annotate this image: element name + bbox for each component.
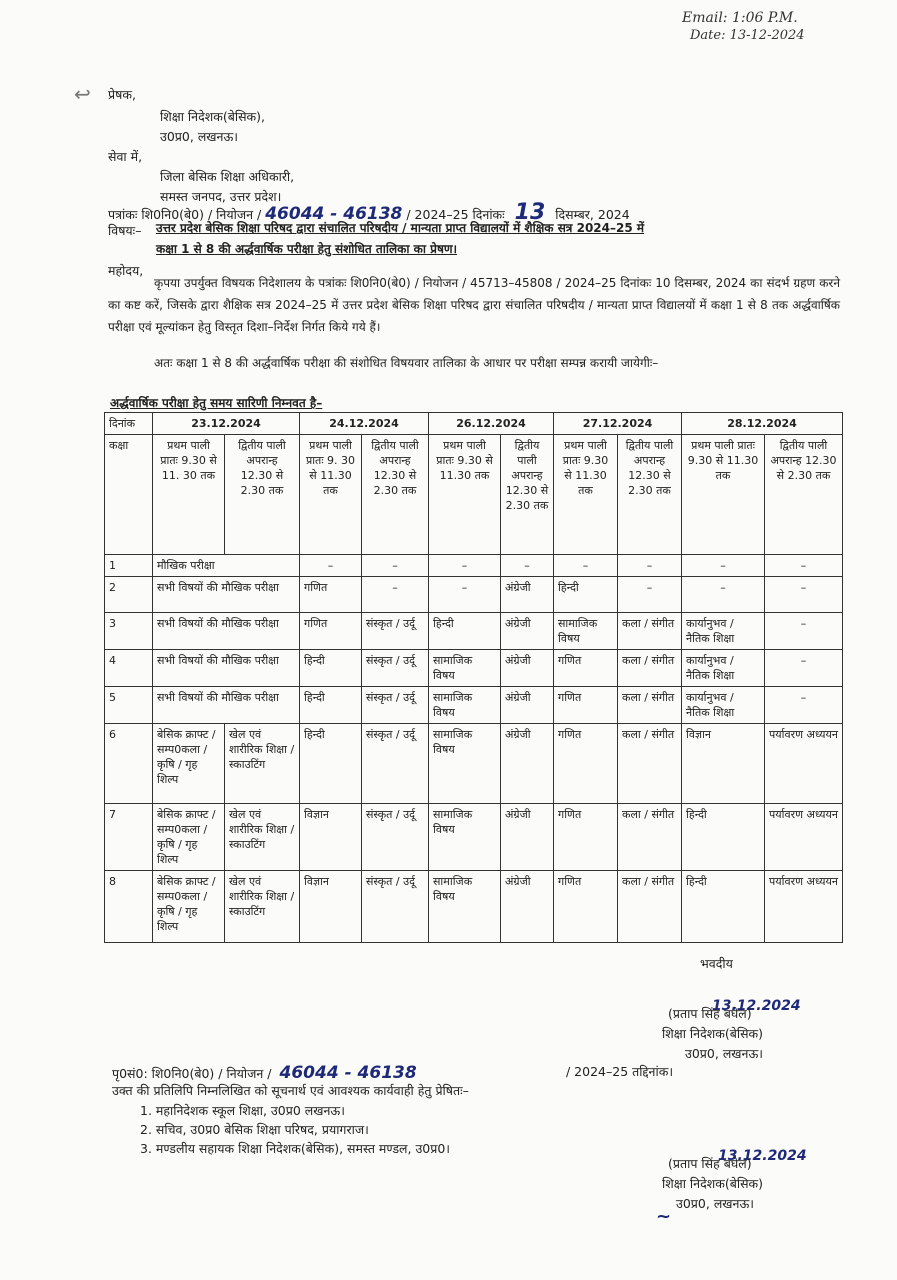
sender-line2: उ0प्र0, लखनऊ। — [160, 129, 239, 144]
subject-cell: विज्ञान — [300, 871, 362, 943]
shift-header: प्रथम पाली प्रातः 9.30 से 11.30 तक — [554, 435, 618, 555]
signatory-title-1: शिक्षा निदेशक(बेसिक) — [662, 1026, 764, 1041]
table-heading: अर्द्धवार्षिक परीक्षा हेतु समय सारिणी निम्नवत है– — [110, 396, 323, 410]
oral-exam-cell: सभी विषयों की मौखिक परीक्षा — [153, 613, 300, 650]
subject-cell: पर्यावरण अध्ययन — [765, 804, 843, 871]
subject-cell: – — [765, 613, 843, 650]
class-number: 1 — [105, 555, 153, 577]
subject-cell: – — [765, 555, 843, 577]
paragraph-1: कृपया उपर्युक्त विषयक निदेशालय के पत्रांकः शि0नि0(बे0) / नियोजन / 45713–45808 / 2024–25 दिनांकः 10 दिसम्बर, 2024 का संदर्भ ग्रहण करने का कष्ट करें, जिसके द्वारा शैक्षिक सत्र 2024–25 में उत्तर प्रदेश बेसिक शिक्षा परिषद द्वारा संचालित परिषदीय / मान्यता प्राप्त विद्यालयों में कक्षा 1 से 8 तक अर्द्धवार्षिक परीक्षा एवं मूल्यांकन हेतु विस्तृत दिशा–निर्देश निर्गत किये गये हैं। — [108, 276, 840, 334]
class-number: 6 — [105, 724, 153, 804]
class-number: 7 — [105, 804, 153, 871]
subject-cell: अंग्रेजी — [501, 613, 554, 650]
table-row — [105, 724, 843, 804]
sender-scribble: ↩ — [74, 82, 91, 106]
subject-cell: अंग्रेजी — [501, 577, 554, 613]
sender-line1: शिक्षा निदेशक(बेसिक), — [160, 109, 265, 124]
subject-cell: हिन्दी — [300, 687, 362, 724]
table-row — [105, 687, 843, 724]
recipient-label: सेवा में, — [108, 149, 143, 164]
shift-header: प्रथम पाली प्रातः 9.30 से 11. 30 तक — [153, 435, 225, 555]
subject-cell: अंग्रेजी — [501, 687, 554, 724]
subject-cell: सामाजिक विषय — [554, 613, 618, 650]
subject-cell: सामाजिक विषय — [429, 871, 501, 943]
oral-exam-cell: सभी विषयों की मौखिक परीक्षा — [153, 650, 300, 687]
subject-cell: – — [682, 577, 765, 613]
corner-date-label: दिनांक — [105, 413, 153, 435]
subject-cell: हिन्दी — [682, 871, 765, 943]
class-number: 5 — [105, 687, 153, 724]
reference-day: 13 — [514, 200, 546, 225]
subject-cell: गणित — [554, 687, 618, 724]
signature-mark: ~ — [656, 1206, 672, 1227]
reference-suffix: दिसम्बर, 2024 — [555, 207, 630, 222]
paragraph-2: अतः कक्षा 1 से 8 की अर्द्धवार्षिक परीक्षा की संशोधित विषयवार तालिका के आधार पर परीक्षा सम्पन्न करायी जायेगीः– — [154, 356, 659, 370]
subject-cell: – — [300, 555, 362, 577]
table-row — [105, 650, 843, 687]
date-header: 23.12.2024 — [153, 413, 300, 435]
signatory-place-1: उ0प्र0, लखनऊ। — [685, 1046, 764, 1061]
date-header: 24.12.2024 — [300, 413, 429, 435]
subject-cell: गणित — [554, 724, 618, 804]
closing: भवदीय — [700, 956, 733, 971]
subject-cell: कला / संगीत — [618, 613, 682, 650]
subject-cell: गणित — [300, 613, 362, 650]
subject-cell: हिन्दी — [682, 804, 765, 871]
shift-header: प्रथम पाली प्रातः 9. 30 से 11.30 तक — [300, 435, 362, 555]
subject-cell: – — [618, 577, 682, 613]
table-row — [105, 871, 843, 943]
subject-cell: कला / संगीत — [618, 650, 682, 687]
endorsement-prefix: पृ0सं0: शि0नि0(बे0) / नियोजन / — [112, 1066, 272, 1081]
shift-header: द्वितीय पाली अपरान्ह 12.30 से 2.30 तक — [225, 435, 300, 555]
subject-cell: सामाजिक विषय — [429, 724, 501, 804]
subject-cell: बेसिक क्राफ्ट / सम्प0कला / कृषि / गृह शिल्प — [153, 871, 225, 943]
date-header: 28.12.2024 — [682, 413, 843, 435]
subject-cell: – — [765, 650, 843, 687]
subject-cell: – — [554, 555, 618, 577]
subject-cell: अंग्रेजी — [501, 650, 554, 687]
endorsement-number: 46044 - 46138 — [279, 1063, 417, 1083]
subject-cell: संस्कृत / उर्दू — [362, 804, 429, 871]
subject-cell: संस्कृत / उर्दू — [362, 613, 429, 650]
copy-recipient-3: 3. मण्डलीय सहायक शिक्षा निदेशक(बेसिक), समस्त मण्डल, उ0प्र0। — [140, 1141, 451, 1156]
subject-cell: विज्ञान — [300, 804, 362, 871]
subject-cell: – — [362, 577, 429, 613]
shift-header: द्वितीय पाली अपरान्ह 12.30 से 2.30 तक — [618, 435, 682, 555]
subject-cell: – — [765, 577, 843, 613]
subject-label: विषयः– — [108, 223, 142, 238]
subject-line1: उत्तर प्रदेश बेसिक शिक्षा परिषद द्वारा संचालित परिषदीय / मान्यता प्राप्त विद्यालयों में शैक्षिक सत्र 2024–25 में — [156, 221, 645, 235]
subject-cell: संस्कृत / उर्दू — [362, 650, 429, 687]
class-number: 4 — [105, 650, 153, 687]
subject-cell: हिन्दी — [300, 650, 362, 687]
endorsement-intro: उक्त की प्रतिलिपि निम्नलिखित को सूचनार्थ एवं आवश्यक कार्यवाही हेतु प्रेषितः– — [112, 1083, 469, 1098]
subject-cell: – — [362, 555, 429, 577]
subject-cell: संस्कृत / उर्दू — [362, 724, 429, 804]
subject-cell: संस्कृत / उर्दू — [362, 687, 429, 724]
copy-recipient-1: 1. महानिदेशक स्कूल शिक्षा, उ0प्र0 लखनऊ। — [140, 1103, 345, 1118]
shift-header: द्वितीय पाली अपरान्ह 12.30 से 2.30 तक — [362, 435, 429, 555]
subject-cell: खेल एवं शारीरिक शिक्षा / स्काउटिंग — [225, 804, 300, 871]
salutation: महोदय, — [108, 263, 144, 278]
signature-initials-2: 13.12.2024 — [718, 1148, 807, 1164]
oral-exam-cell: सभी विषयों की मौखिक परीक्षा — [153, 577, 300, 613]
timetable-body — [105, 555, 843, 943]
table-row — [105, 613, 843, 650]
subject-cell: कार्यानुभव / नैतिक शिक्षा — [682, 650, 765, 687]
subject-cell: – — [682, 555, 765, 577]
copy-recipient-2: 2. सचिव, उ0प्र0 बेसिक शिक्षा परिषद, प्रयागराज। — [140, 1122, 369, 1137]
shift-header: द्वितीय पाली अपरान्ह 12.30 से 2.30 तक — [501, 435, 554, 555]
shift-header: प्रथम पाली प्रातः 9.30 से 11.30 तक — [682, 435, 765, 555]
subject-cell: संस्कृत / उर्दू — [362, 871, 429, 943]
reference-prefix: पत्रांकः शि0नि0(बे0) / नियोजन / — [108, 207, 262, 222]
subject-cell: – — [429, 555, 501, 577]
subject-cell: हिन्दी — [429, 613, 501, 650]
table-row — [105, 577, 843, 613]
subject-cell: सामाजिक विषय — [429, 804, 501, 871]
table-row — [105, 804, 843, 871]
subject-cell: – — [501, 555, 554, 577]
subject-cell: बेसिक क्राफ्ट / सम्प0कला / कृषि / गृह शिल्प — [153, 804, 225, 871]
subject-cell: खेल एवं शारीरिक शिक्षा / स्काउटिंग — [225, 871, 300, 943]
timetable — [104, 412, 843, 943]
subject-cell: कला / संगीत — [618, 871, 682, 943]
subject-cell: पर्यावरण अध्ययन — [765, 871, 843, 943]
class-number: 2 — [105, 577, 153, 613]
class-number: 8 — [105, 871, 153, 943]
reference-number: 46044 - 46138 — [265, 204, 403, 224]
subject-cell: विज्ञान — [682, 724, 765, 804]
shift-header: द्वितीय पाली अपरान्ह 12.30 से 2.30 तक — [765, 435, 843, 555]
signatory-name-2: (प्रताप सिंह बघेल) — [668, 1156, 752, 1171]
subject-cell: अंग्रेजी — [501, 724, 554, 804]
signatory-name-1: (प्रताप सिंह बघेल) — [668, 1006, 752, 1021]
recipient-line1: जिला बेसिक शिक्षा अधिकारी, — [160, 169, 295, 184]
subject-cell: अंग्रेजी — [501, 804, 554, 871]
subject-cell: – — [618, 555, 682, 577]
subject-cell: सामाजिक विषय — [429, 687, 501, 724]
subject-cell: खेल एवं शारीरिक शिक्षा / स्काउटिंग — [225, 724, 300, 804]
email-stamp-line1: Email: 1:06 P.M. — [682, 10, 798, 26]
subject-cell: हिन्दी — [300, 724, 362, 804]
subject-cell: कला / संगीत — [618, 687, 682, 724]
subject-line2: कक्षा 1 से 8 की अर्द्धवार्षिक परीक्षा हेतु संशोधित तालिका का प्रेषण। — [156, 242, 458, 256]
subject-cell: गणित — [554, 804, 618, 871]
email-stamp-line2: Date: 13-12-2024 — [690, 28, 805, 43]
subject-cell: अंग्रेजी — [501, 871, 554, 943]
recipient-line2: समस्त जनपद, उत्तर प्रदेश। — [160, 189, 282, 204]
subject-cell: कला / संगीत — [618, 804, 682, 871]
subject-cell: कार्यानुभव / नैतिक शिक्षा — [682, 613, 765, 650]
oral-exam-cell: मौखिक परीक्षा — [153, 555, 300, 577]
subject-cell: गणित — [554, 650, 618, 687]
signatory-place-2: उ0प्र0, लखनऊ। — [676, 1196, 755, 1211]
subject-cell: – — [429, 577, 501, 613]
subject-cell: कला / संगीत — [618, 724, 682, 804]
subject-cell: बेसिक क्राफ्ट / सम्प0कला / कृषि / गृह शिल्प — [153, 724, 225, 804]
shift-row — [105, 435, 843, 555]
table-row — [105, 555, 843, 577]
date-header: 27.12.2024 — [554, 413, 682, 435]
signatory-title-2: शिक्षा निदेशक(बेसिक) — [662, 1176, 764, 1191]
signature-initials-1: 13.12.2024 — [712, 998, 801, 1014]
sender-label: प्रेषक, — [108, 87, 136, 102]
subject-cell: हिन्दी — [554, 577, 618, 613]
subject-cell: कार्यानुभव / नैतिक शिक्षा — [682, 687, 765, 724]
subject-cell: पर्यावरण अध्ययन — [765, 724, 843, 804]
shift-header: प्रथम पाली प्रातः 9.30 से 11.30 तक — [429, 435, 501, 555]
subject-cell: गणित — [300, 577, 362, 613]
oral-exam-cell: सभी विषयों की मौखिक परीक्षा — [153, 687, 300, 724]
reference-mid: / 2024–25 दिनांकः — [406, 207, 505, 222]
date-header: 26.12.2024 — [429, 413, 554, 435]
date-row — [105, 413, 843, 435]
endorsement-suffix: / 2024–25 तद्दिनांक। — [566, 1064, 674, 1079]
corner-class-label: कक्षा — [105, 435, 153, 555]
class-number: 3 — [105, 613, 153, 650]
subject-cell: सामाजिक विषय — [429, 650, 501, 687]
subject-cell: – — [765, 687, 843, 724]
subject-cell: गणित — [554, 871, 618, 943]
endorsement-line — [112, 1063, 417, 1083]
